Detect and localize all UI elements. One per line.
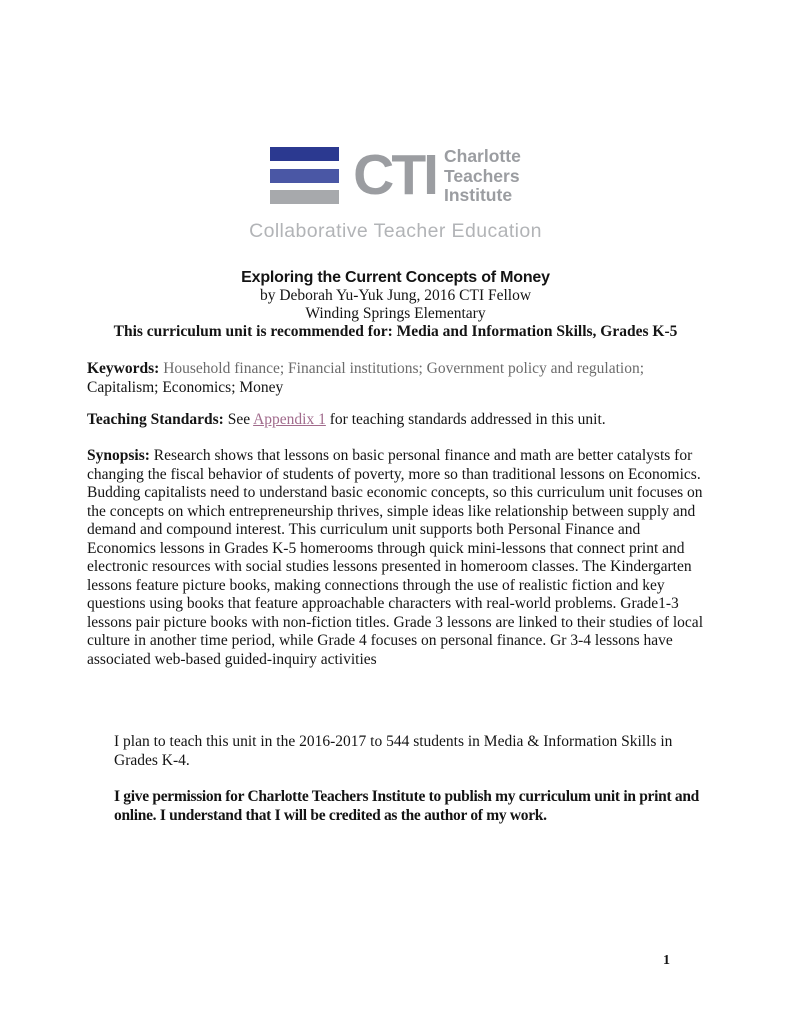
permission-statement: I give permission for Charlotte Teachers Institute to publish my curriculum unit in print and online. I understand that I will be credited as the author of my work. [114,788,699,824]
teaching-standards-post-link: for teaching standards addressed in this unit. [325,411,606,428]
page-number: 1 [663,953,670,968]
cti-logo-bars-icon [270,147,339,204]
keywords-label: Keywords: [87,360,164,377]
appendix-1-link[interactable]: Appendix 1 [253,411,326,428]
cti-logo [0,143,791,243]
teach-plan-statement: I plan to teach this unit in the 2016-2017 to 544 students in Media & Information Skills in Grades K-4. [114,733,673,769]
logo-bar-top [270,147,339,161]
teaching-standards-label: Teaching Standards: [87,411,228,428]
title-block [0,269,791,341]
cti-org-line-3: Institute [444,185,513,205]
cti-logo-row [270,143,521,207]
keywords-list-secondary: Capitalism; Economics; Money [87,378,284,396]
school-name: Winding Springs Elementary [305,305,486,322]
keywords-list-primary: Household finance; Financial institutions; Government policy and regulation; [163,360,645,377]
synopsis-label: Synopsis: [87,447,154,464]
synopsis-paragraph [87,447,709,669]
logo-bar-middle [270,169,339,183]
document-title: Exploring the Current Concepts of Money [241,269,550,286]
author-byline: by Deborah Yu-Yuk Jung, 2016 CTI Fellow [259,287,532,304]
cti-acronym: CTI [353,143,436,207]
cti-org-line-2: Teachers [444,165,520,186]
cti-org-name [444,147,521,206]
teaching-standards-pre-link: See [227,411,254,428]
synopsis-text: Research shows that lessons on basic personal finance and math are better catalysts for changing the fiscal behavior of students of poverty, more so than traditional lessons on Economics. Budding capitalists need to understand basic economic concepts, so this curriculum unit focuses on the concepts on which entrepreneurship thrives, simple ideas like relationship between supply and demand and compound interest. This curriculum unit supports both Personal Finance and Economics lessons in Grades K-5 homerooms through quick mini-lessons that connect print and electronic resources with social studies lessons presented in homeroom classes. The Kindergarten lessons feature picture books, making connections through the use of realistic fiction and key questions using books that feature approachable characters with real-world problems. Grade1-3 lessons pair picture books with non-fiction titles. Grade 3 lessons are linked to their studies of local culture in another time period, while Grade 4 focuses on personal finance. Gr 3-4 lessons have associated web-based guided-inquiry activities [87,447,703,668]
logo-bar-bottom [270,190,339,204]
cti-tagline: Collaborative Teacher Education [249,219,542,242]
cti-org-line-1: Charlotte [444,146,521,166]
recommendation-line: This curriculum unit is recommended for: Media and Information Skills, Grades K-5 [113,323,678,340]
keywords-paragraph [87,360,709,397]
teaching-standards-paragraph [87,411,709,430]
